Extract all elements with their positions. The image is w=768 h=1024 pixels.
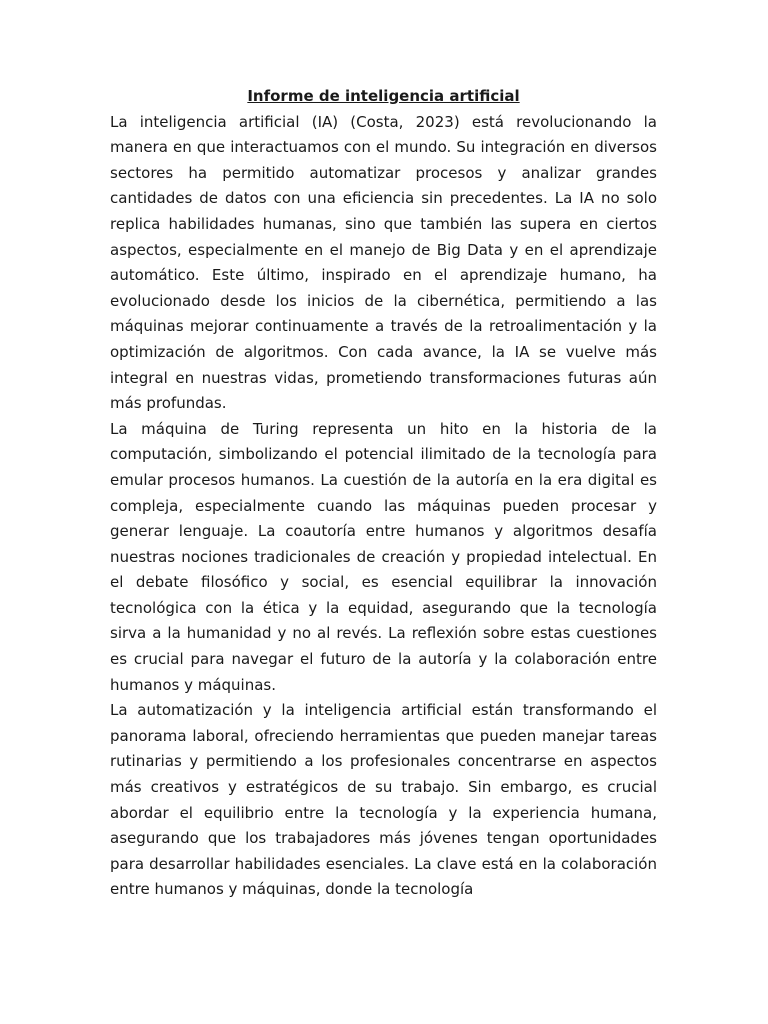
- document-page: [110, 84, 657, 903]
- paragraph-1: La inteligencia artificial (IA) (Costa, 2023) está revolucionando la manera en que interactuamos con el mundo. Su integración en diversos sectores ha permitido automatizar procesos y analizar grandes cantidades de datos con una eficiencia sin precedentes. La IA no solo replica habilidades humanas, sino que también las supera en ciertos aspectos, especialmente en el manejo de Big Data y en el aprendizaje automático. Este último, inspirado en el aprendizaje humano, ha evolucionado desde los inicios de la cibernética, permitiendo a las máquinas mejorar continuamente a través de la retroalimentación y la optimización de algoritmos. Con cada avance, la IA se vuelve más integral en nuestras vidas, prometiendo transformaciones futuras aún más profundas.: [110, 112, 657, 413]
- document-title: Informe de inteligencia artificial: [247, 87, 520, 105]
- paragraph-2: La máquina de Turing representa un hito en la historia de la computación, simbolizando el potencial ilimitado de la tecnología para emular procesos humanos. La cuestión de la autoría en la era digital es compleja, especialmente cuando las máquinas pueden procesar y generar lenguaje. La coautoría entre humanos y algoritmos desafía nuestras nociones tradicionales de creación y propiedad intelectual. En el debate filosófico y social, es esencial equilibrar la innovación tecnológica con la ética y la equidad, asegurando que la tecnología sirva a la humanidad y no al revés. La reflexión sobre estas cuestiones es crucial para navegar el futuro de la autoría y la colaboración entre humanos y máquinas.: [110, 419, 657, 694]
- paragraph-3: La automatización y la inteligencia artificial están transformando el panorama laboral, ofreciendo herramientas que pueden manejar tareas rutinarias y permitiendo a los profesionales concentrarse en aspectos más creativos y estratégicos de su trabajo. Sin embargo, es crucial abordar el equilibrio entre la tecnología y la experiencia humana, asegurando que los trabajadores más jóvenes tengan oportunidades para desarrollar habilidades esenciales. La clave está en la colaboración entre humanos y máquinas, donde la tecnología: [110, 701, 657, 899]
